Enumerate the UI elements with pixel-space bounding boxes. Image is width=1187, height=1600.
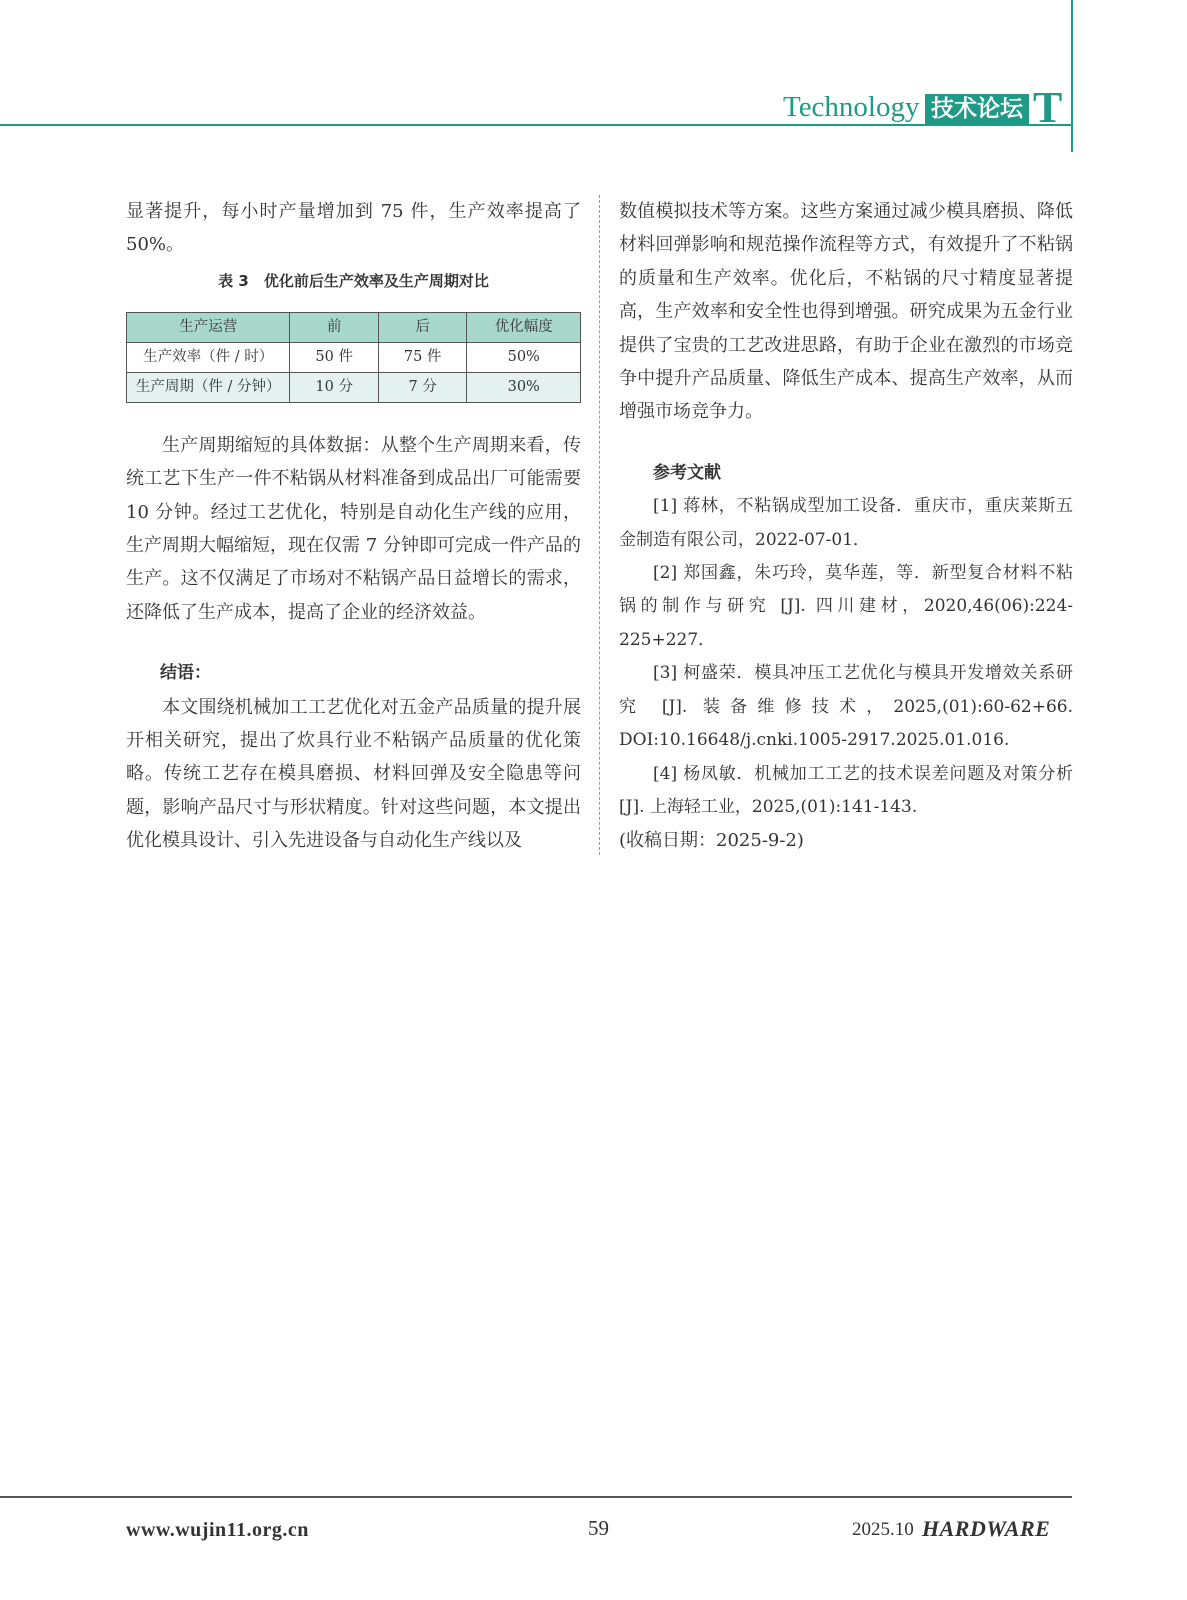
right-column [619,195,1073,858]
left-column [126,195,581,858]
comparison-table [126,312,581,403]
table-cell: 50 件 [290,342,379,372]
header-section-word: Technology [783,91,920,123]
reference-item: [3] 柯盛荣．模具冲压工艺优化与模具开发增效关系研究 [J]. 装备维修技术，2025,(01):60-62+66. DOI:10.16648/j.cnki.1005-2917.2025.01.016. [619,663,1073,751]
reference-item: [4] 杨凤敏．机械加工工艺的技术误差问题及对策分析 [J]. 上海轻工业，2025,(01):141-143. [619,763,1073,817]
column-divider [599,195,600,855]
table-cell: 50% [467,342,581,372]
table-cell: 75 件 [378,342,467,372]
footer-rule [0,1496,1072,1498]
paragraph-continuation: 数值模拟技术等方案。这些方案通过减少模具磨损、降低材料回弹影响和规范操作流程等方式，有效提升了不粘锅的质量和生产效率。优化后，不粘锅的尺寸精度显著提高，生产效率和安全性也得到增强。研究成果为五金行业提供了宝贵的工艺改进思路，有助于企业在激烈的市场竞争中提升产品质量、降低生产成本、提高生产效率，从而增强市场竞争力。 [619,201,1073,423]
table-header-cell: 生产运营 [127,312,290,342]
table-cell: 7 分 [378,372,467,402]
conclusion-heading: 结语： [160,663,211,684]
paragraph-cycle: 生产周期缩短的具体数据：从整个生产周期来看，传统工艺下生产一件不粘锅从材料准备到成品出厂可能需要 10 分钟。经过工艺优化，特别是自动化生产线的应用，生产周期大幅缩短，现在仅需 7 分钟即可完成一件产品的生产。这不仅满足了市场对不粘锅产品日益增长的需求，还降低了生产成本，提高了企业的经济效益。 [126,434,581,623]
reference-item: [1] 蒋林，不粘锅成型加工设备．重庆市，重庆莱斯五金制造有限公司，2022-07-01． [619,496,1073,550]
reference-item: [2] 郑国鑫，朱巧玲，莫华莲，等．新型复合材料不粘锅的制作与研究 [J]. 四川建材，2020,46(06):224-225+227． [619,563,1073,650]
table-cell: 30% [467,372,581,402]
table-cell: 10 分 [290,372,379,402]
table-row [127,342,581,372]
footer-website: www.wujin11.org.cn [126,1519,309,1541]
table-cell: 生产效率（件 / 时） [127,342,290,372]
table-row [127,372,581,402]
paragraph-conclusion: 本文围绕机械加工工艺优化对五金产品质量的提升展开相关研究，提出了炊具行业不粘锅产品质量的优化策略。传统工艺存在模具磨损、材料回弹及安全隐患等问题，影响产品尺寸与形状精度。针对这些问题，本文提出优化模具设计、引入先进设备与自动化生产线以及 [126,696,581,852]
page-number: 59 [588,1516,609,1540]
header-rule [0,124,1072,126]
header-column-name: 技术论坛 [925,94,1029,124]
references-list [619,490,1073,824]
table-cell: 生产周期（件 / 分钟） [127,372,290,402]
paragraph-intro: 显著提升，每小时产量增加到 75 件，生产效率提高了50%。 [126,201,581,256]
header-section-letter: T [1033,83,1063,132]
table-header-cell: 后 [378,312,467,342]
table-header-cell: 优化幅度 [467,312,581,342]
table-header-cell: 前 [290,312,379,342]
footer-issue: 2025.10 [852,1519,914,1540]
footer-magazine: HARDWARE [922,1516,1051,1541]
references-heading: 参考文献 [653,462,721,483]
table-caption: 表 3 优化前后生产效率及生产周期对比 [218,271,489,290]
table-header-row [127,312,581,342]
received-date: (收稿日期：2025-9-2) [619,830,804,852]
header-vertical-rule [1071,0,1073,152]
